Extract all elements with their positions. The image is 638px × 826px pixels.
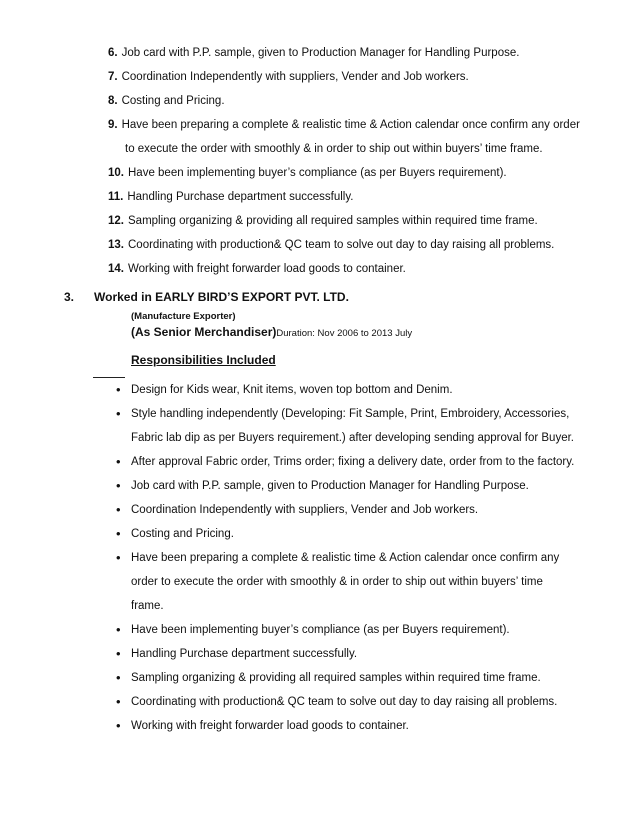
bullet-item [116,402,606,450]
bullet-text-line: After approval Fabric order, Trims order; fixing a delivery date, order from to the factory. [131,456,575,468]
bullet-text-line: Coordination Independently with suppliers, Vender and Job workers. [131,504,479,516]
bullet-item [116,522,606,546]
list-item [108,41,608,65]
bullet-text-line: Sampling organizing & providing all required samples within required time frame. [131,672,541,684]
bullet-icon: • [116,406,121,421]
bullet-item [116,474,606,498]
item-text: Costing and Pricing. [121,95,225,107]
bullet-icon: • [116,478,121,493]
list-item [108,233,608,257]
role-line [131,325,412,339]
bullet-icon: • [116,382,121,397]
bullet-item [116,666,606,690]
list-item [108,185,608,209]
bullet-text-line: frame. [131,600,164,612]
list-item [108,257,608,281]
numbered-list [108,41,608,281]
bullet-icon: • [116,622,121,637]
item-text: Have been preparing a complete & realistic time & Action calendar once confirm any order [121,119,580,131]
bullet-text-line: Have been preparing a complete & realistic time & Action calendar once confirm any [131,552,560,564]
item-text: Job card with P.P. sample, given to Production Manager for Handling Purpose. [121,47,520,59]
item-text: Sampling organizing & providing all required samples within required time frame. [128,215,538,227]
item-number: 13. [108,239,124,251]
section-number: 3. [64,290,75,304]
bullet-text-line: Job card with P.P. sample, given to Production Manager for Handling Purpose. [131,480,529,492]
item-number: 9. [108,119,118,131]
bullet-text-line: Have been implementing buyer’s compliance (as per Buyers requirement). [131,624,510,636]
bullet-text-line: Fabric lab dip as per Buyers requirement.) after developing sending approval for Buyer. [131,432,574,444]
item-number: 11. [108,191,124,203]
bullet-icon: • [116,718,121,733]
bullet-icon: • [116,526,121,541]
item-text: Coordinating with production& QC team to solve out day to day raising all problems. [128,239,555,251]
bullet-item [116,690,606,714]
bullet-item [116,378,606,402]
item-number: 12. [108,215,124,227]
bullet-icon: • [116,550,121,565]
bullet-text-line: Style handling independently (Developing: Fit Sample, Print, Embroidery, Accessories, [131,408,570,420]
bullet-list [116,378,606,738]
list-item [108,113,608,137]
responsibilities-heading: Responsibilities Included [131,353,276,367]
list-item [108,161,608,185]
list-item [108,89,608,113]
role-title: (As Senior Merchandiser) [131,325,277,339]
bullet-icon: • [116,694,121,709]
bullet-item [116,546,606,618]
item-number: 6. [108,47,118,59]
item-text: Have been implementing buyer’s compliance (as per Buyers requirement). [128,167,507,179]
bullet-item [116,498,606,522]
duration: Duration: Nov 2006 to 2013 July [276,328,413,339]
item-number: 10. [108,167,124,179]
list-item [108,209,608,233]
list-item-continuation [108,137,608,161]
item-text: Handling Purchase department successfully. [127,191,354,203]
bullet-icon: • [116,454,121,469]
bullet-text-line: order to execute the order with smoothly & in order to ship out within buyers’ time [131,576,543,588]
bullet-text-line: Design for Kids wear, Knit items, woven top bottom and Denim. [131,384,453,396]
bullet-icon: • [116,502,121,517]
bullet-text-line: Costing and Pricing. [131,528,234,540]
company-subtitle: (Manufacture Exporter) [131,311,236,322]
bullet-text-line: Working with freight forwarder load goods to container. [131,720,409,732]
item-number: 7. [108,71,118,83]
item-number: 8. [108,95,118,107]
bullet-item [116,450,606,474]
item-number: 14. [108,263,124,275]
bullet-icon: • [116,646,121,661]
item-text: Coordination Independently with suppliers, Vender and Job workers. [121,71,469,83]
bullet-text-line: Handling Purchase department successfully. [131,648,358,660]
bullet-item [116,618,606,642]
bullet-icon: • [116,670,121,685]
item-text: Working with freight forwarder load goods to container. [128,263,406,275]
bullet-item [116,642,606,666]
item-text: to execute the order with smoothly & in order to ship out within buyers’ time frame. [125,143,543,155]
company-heading: Worked in EARLY BIRD’S EXPORT PVT. LTD. [94,290,349,304]
bullet-text-line: Coordinating with production& QC team to solve out day to day raising all problems. [131,696,558,708]
list-item [108,65,608,89]
bullet-item [116,714,606,738]
